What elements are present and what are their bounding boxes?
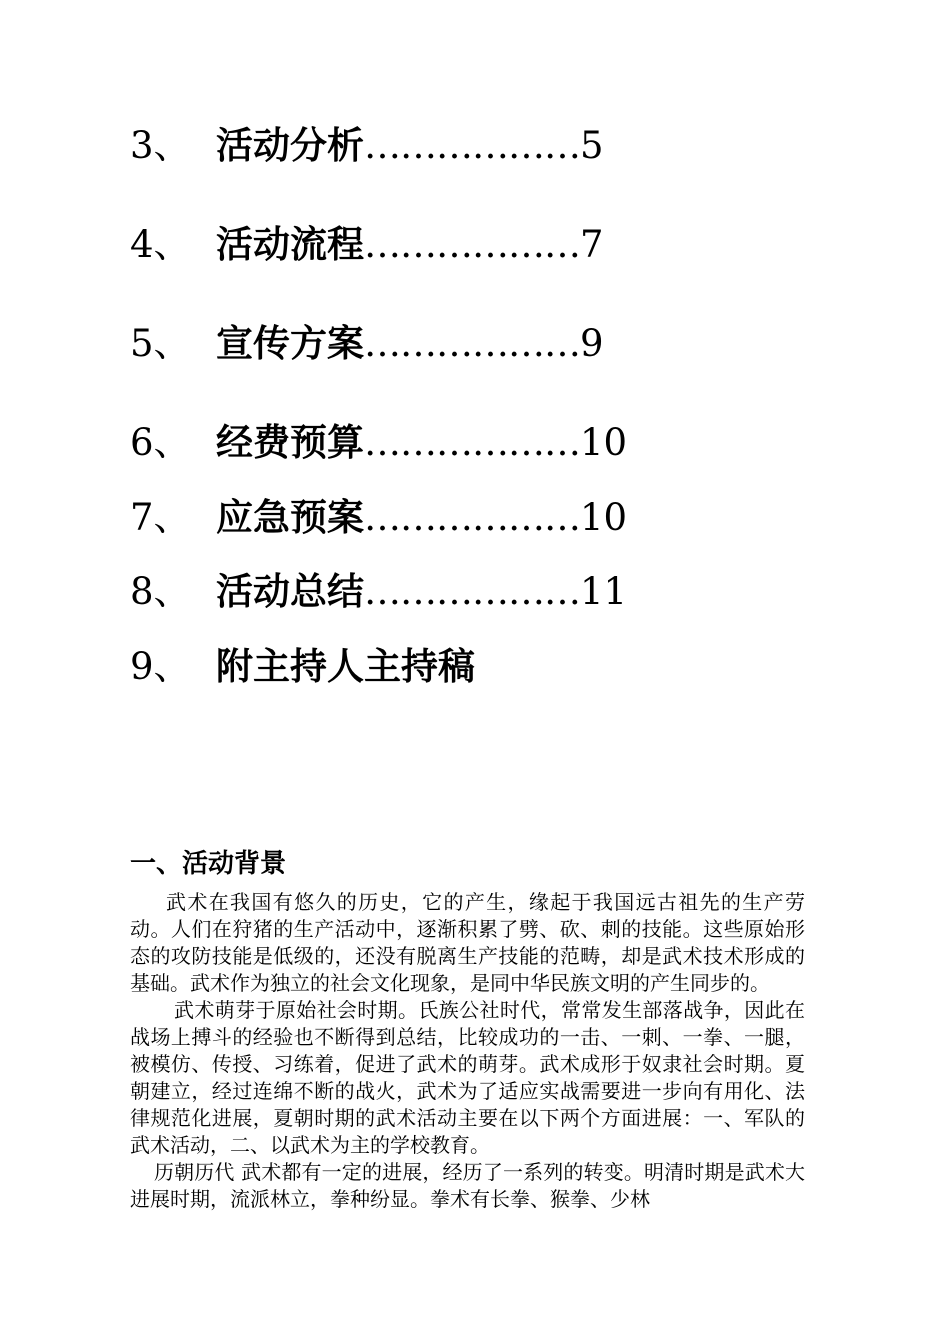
toc-leader-dots: ……………… (364, 496, 580, 539)
toc-number: 9、 (130, 645, 191, 688)
toc-page-number: 10 (580, 496, 628, 539)
toc-item-8 (130, 567, 627, 617)
toc-number: 7、 (130, 496, 191, 539)
toc-title: 附主持人主持稿 (216, 645, 475, 688)
toc-item-7 (130, 493, 627, 543)
toc-page-number: 9 (580, 322, 604, 365)
toc-title: 宣传方案 (216, 322, 364, 365)
toc-leader-dots: ……………… (364, 322, 580, 365)
activity-background-section (130, 847, 805, 1213)
toc-number: 3、 (130, 124, 191, 167)
toc-leader-dots: ……………… (364, 570, 580, 613)
toc-page-number: 11 (580, 570, 628, 613)
toc-leader-dots: ……………… (364, 223, 580, 266)
toc-item-6 (130, 418, 627, 468)
paragraph: 武术萌芽于原始社会时期。氏族公社时代，常常发生部落战争，因此在战场上搏斗的经验也不断得到总结，比较成功的一击、一刺、一拳、一腿，被模仿、传授、习练着，促进了武术的萌芽。武术成形于奴隶社会时期。夏朝建立，经过连绵不断的战火，武术为了适应实战需要进一步向有用化、法律规范化进展，夏朝时期的武术活动主要在以下两个方面进展：一、军队的武术活动，二、以武术为主的学校教育。 (130, 998, 805, 1157)
toc-title: 活动分析 (216, 124, 364, 167)
toc-page-number: 7 (580, 223, 604, 266)
toc-title: 活动流程 (216, 223, 364, 266)
toc-number: 5、 (130, 322, 191, 365)
toc-title: 应急预案 (216, 496, 364, 539)
toc-page-number: 10 (580, 421, 628, 464)
toc-number: 6、 (130, 421, 191, 464)
toc-item-5 (130, 319, 604, 369)
toc-item-3 (130, 121, 604, 171)
toc-leader-dots: ……………… (364, 421, 580, 464)
toc-title: 活动总结 (216, 570, 364, 613)
toc-leader-dots: ……………… (364, 124, 580, 167)
toc-page-number: 5 (580, 124, 604, 167)
toc-number: 8、 (130, 570, 191, 613)
toc-item-9 (130, 642, 475, 692)
paragraph: 武术在我国有悠久的历史，它的产生，缘起于我国远古祖先的生产劳动。人们在狩猪的生产活动中，逐渐积累了劈、砍、刺的技能。这些原始形态的攻防技能是低级的，还没有脱离生产技能的范畴，却是武术技术形成的基础。武术作为独立的社会文化现象，是同中华民族文明的产生同步的。 (130, 890, 805, 995)
section-heading: 一、活动背景 (130, 849, 287, 879)
toc-number: 4、 (130, 223, 191, 266)
toc-item-4 (130, 220, 604, 270)
toc-title: 经费预算 (216, 421, 364, 464)
paragraph: 历朝历代 武术都有一定的进展，经历了一系列的转变。明清时期是武术大进展时期，流派林立，拳种纷显。拳术有长拳、猴拳、少林 (130, 1160, 805, 1211)
